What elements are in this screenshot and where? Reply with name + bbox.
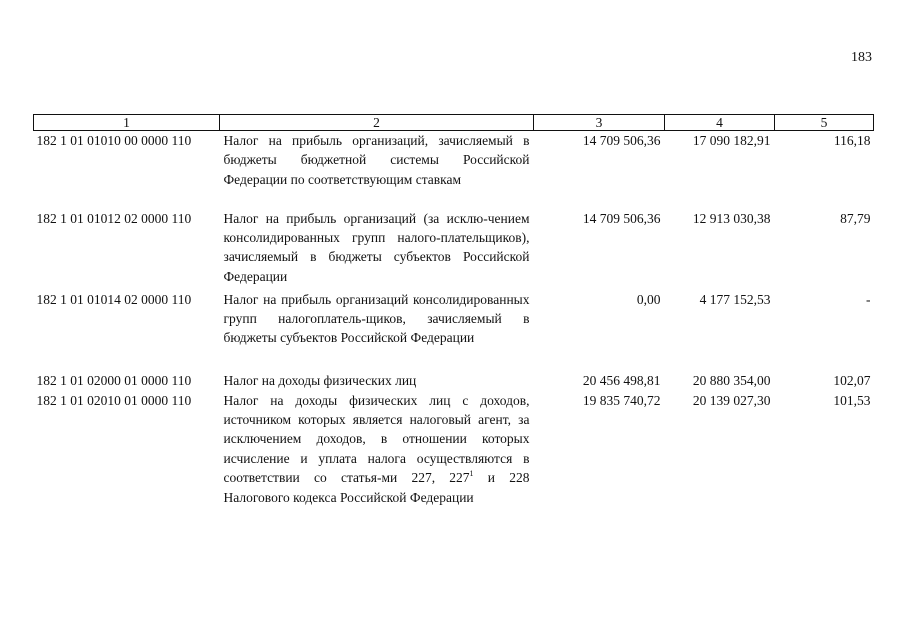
row-value-col3: 19 835 740,72: [582, 392, 661, 408]
row-name: Налог на прибыль организаций консолидированных групп налогоплатель-щиков, зачисляемый в бюджеты субъектов Российской Федерации: [223, 291, 530, 346]
row-name-text-continued: и 228 Налогового кодекса Российской Федерации: [223, 470, 530, 505]
table-header: [34, 115, 874, 131]
table-body: [34, 131, 874, 507]
row-value-col5: -: [866, 291, 871, 307]
header-col-5: 5: [775, 115, 874, 131]
row-name-text: Налог на доходы физических лиц с доходов, источником которых является налоговый агент, за исключением доходов, в отношении которых исчисление и уплата налога осуществляются в соответствии со статья-ми 227, 227: [223, 392, 530, 486]
table-row: [34, 290, 874, 371]
row-code: 182 1 01 01010 00 0000 110: [36, 133, 192, 148]
revenue-table-container: [33, 114, 873, 507]
row-code: 182 1 01 02000 01 0000 110: [36, 372, 192, 388]
header-col-4: 4: [665, 115, 775, 131]
page-number: 183: [851, 50, 872, 65]
row-value-col4: 4 177 152,53: [699, 291, 771, 307]
header-col-1: 1: [34, 115, 220, 131]
row-code: 182 1 01 01014 02 0000 110: [36, 291, 192, 307]
row-name-superscript: 1: [469, 468, 474, 478]
row-value-col4: 20 139 027,30: [692, 392, 771, 408]
revenue-table: [33, 114, 874, 507]
header-col-3: 3: [534, 115, 665, 131]
table-row: [34, 391, 874, 507]
header-row: [34, 115, 874, 131]
row-value-col5: 116,18: [833, 133, 871, 148]
row-name: [220, 391, 534, 507]
row-code: 182 1 01 01012 02 0000 110: [36, 210, 192, 226]
row-name: Налог на прибыль организаций, зачисляемый в бюджеты бюджетной системы Российской Федерации по соответствующим ставкам: [223, 133, 530, 187]
row-name: Налог на прибыль организаций (за исклю-чением консолидированных групп налого-плательщиков), зачисляемый в бюджеты субъектов Российской Федерации: [223, 210, 530, 284]
row-code: 182 1 01 02010 01 0000 110: [36, 392, 192, 408]
row-value-col5: 87,79: [840, 210, 871, 226]
row-value-col3: 20 456 498,81: [582, 372, 661, 388]
row-value-col3: 14 709 506,36: [582, 133, 661, 148]
row-value-col3: 14 709 506,36: [582, 210, 661, 226]
row-value-col5: 101,53: [833, 392, 871, 408]
row-value-col4: 17 090 182,91: [692, 133, 771, 148]
row-value-col3: 0,00: [636, 291, 661, 307]
row-value-col5: 102,07: [833, 372, 871, 388]
table-row: [34, 371, 874, 391]
row-value-col4: 12 913 030,38: [692, 210, 771, 226]
row-name: Налог на доходы физических лиц: [223, 372, 417, 388]
table-row: [34, 209, 874, 290]
header-col-2: 2: [220, 115, 534, 131]
table-row: [34, 131, 874, 209]
row-value-col4: 20 880 354,00: [692, 372, 771, 388]
